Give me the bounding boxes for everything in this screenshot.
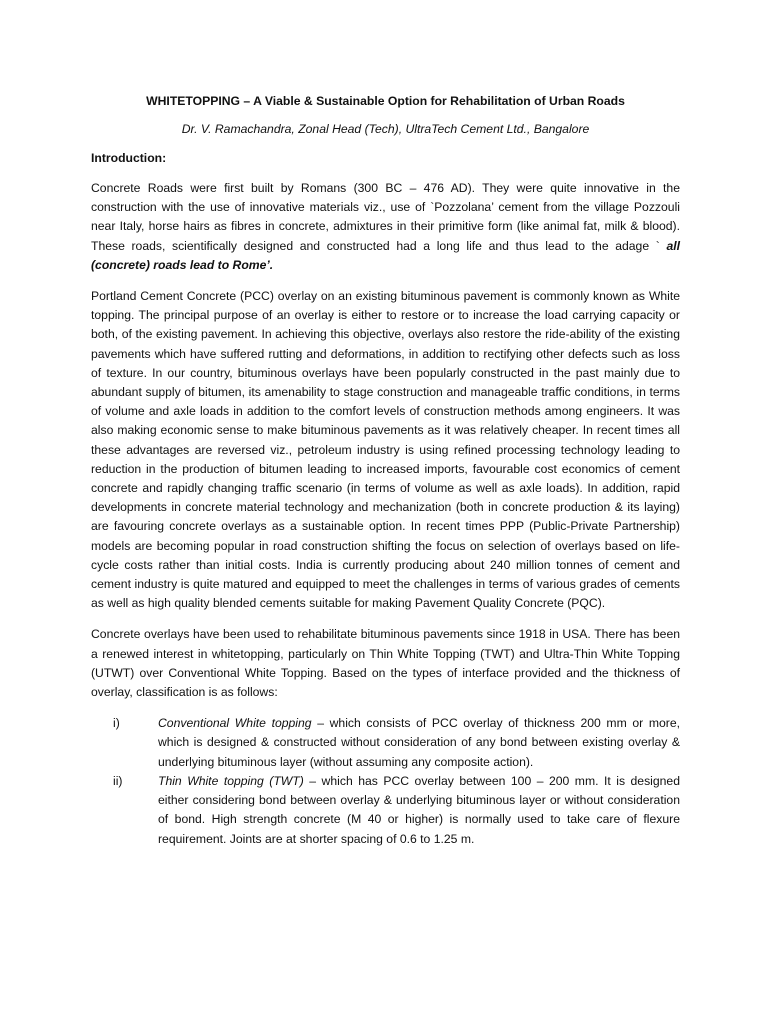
- classification-list: [91, 714, 680, 848]
- list-item-text: – which consists of PCC overlay of thickness 200 mm or more, which is designed & constructed without consideration of any bond between existing overlay & underlying bituminous layer (without assuming any composite action).: [158, 716, 680, 769]
- document-title: WHITETOPPING – A Viable & Sustainable Option for Rehabilitation of Urban Roads: [146, 94, 625, 108]
- paragraph-roman-roads-emphasis: all (concrete) roads lead to Rome’.: [91, 238, 680, 272]
- list-item-text: – which has PCC overlay between 100 – 200 mm. It is designed either considering bond between overlay & underlying bituminous layer or without consideration of bond. High strength concrete (M 40 or higher) is normally used to take care of flexure requirement. Joints are at shorter spacing of 0.6 to 1.25 m.: [158, 773, 680, 846]
- list-item-term: Conventional White topping: [158, 716, 312, 731]
- section-heading-introduction: Introduction:: [91, 151, 167, 165]
- list-item-term: Thin White topping (TWT): [158, 773, 304, 788]
- paragraph-concrete-overlays: Concrete overlays have been used to rehabilitate bituminous pavements since 1918 in USA. There has been a renewed interest in whitetopping, particularly on Thin White Topping (TWT) and Ultra-Thin White Topping (UTWT) over Conventional White Topping. Based on the types of interface provided and the thickness of overlay, classification is as follows:: [91, 627, 680, 700]
- list-item: [91, 772, 680, 849]
- list-item: [91, 714, 680, 772]
- paragraph-roman-roads-text: Concrete Roads were first built by Romans (300 BC – 476 AD). They were quite innovative in the construction with the use of innovative materials viz., use of `Pozzolana’ cement from the village Pozzouli near Italy, horse hairs as fibres in concrete, admixtures in their primitive form (like animal fat, milk & blood). These roads, scientifically designed and constructed had a long life and thus lead to the adage `: [91, 181, 680, 253]
- paragraph-pcc-overlay: Portland Cement Concrete (PCC) overlay on an existing bituminous pavement is commonly known as White topping. The principal purpose of an overlay is either to restore or to increase the load carrying capacity or both, of the existing pavement. In achieving this objective, overlays also restore the ride-ability of the existing pavements which have suffered rutting and deformations, in addition to rectifying other defects such as loss of texture. In our country, bituminous overlays have been popularly constructed in the past mainly due to abundant supply of bitumen, its amenability to stage construction and manageable traffic conditions, in terms of volume and axle loads in addition to the comfort levels of construction methods among engineers. It was also making economic sense to make bituminous pavements as it was relatively cheaper. In recent times all these advantages are reversed viz., petroleum industry is using refined processing technology leading to reduction in the production of bitumen leading to increased imports, favourable cost economics of cement concrete and rapidly changing traffic scenario (in terms of volume as well as axle loads). In addition, rapid developments in concrete material technology and mechanization (both in concrete production & its laying) are favouring concrete overlays as a sustainable option. In recent times PPP (Public-Private Partnership) models are becoming popular in road construction shifting the focus on selection of overlays based on life-cycle costs rather than initial costs. India is currently producing about 240 million tonnes of cement and cement industry is quite matured and equipped to meet the challenges in terms of various grades of cements as well as high quality blended cements suitable for making Pavement Quality Concrete (PQC).: [91, 289, 680, 611]
- author-line: Dr. V. Ramachandra, Zonal Head (Tech), UltraTech Cement Ltd., Bangalore: [181, 122, 590, 136]
- paragraph-roman-roads: [91, 179, 680, 275]
- list-item-marker: ii): [113, 773, 123, 788]
- list-item-marker: i): [113, 716, 120, 731]
- list-item-body: [158, 714, 680, 772]
- list-item-body: [158, 772, 680, 849]
